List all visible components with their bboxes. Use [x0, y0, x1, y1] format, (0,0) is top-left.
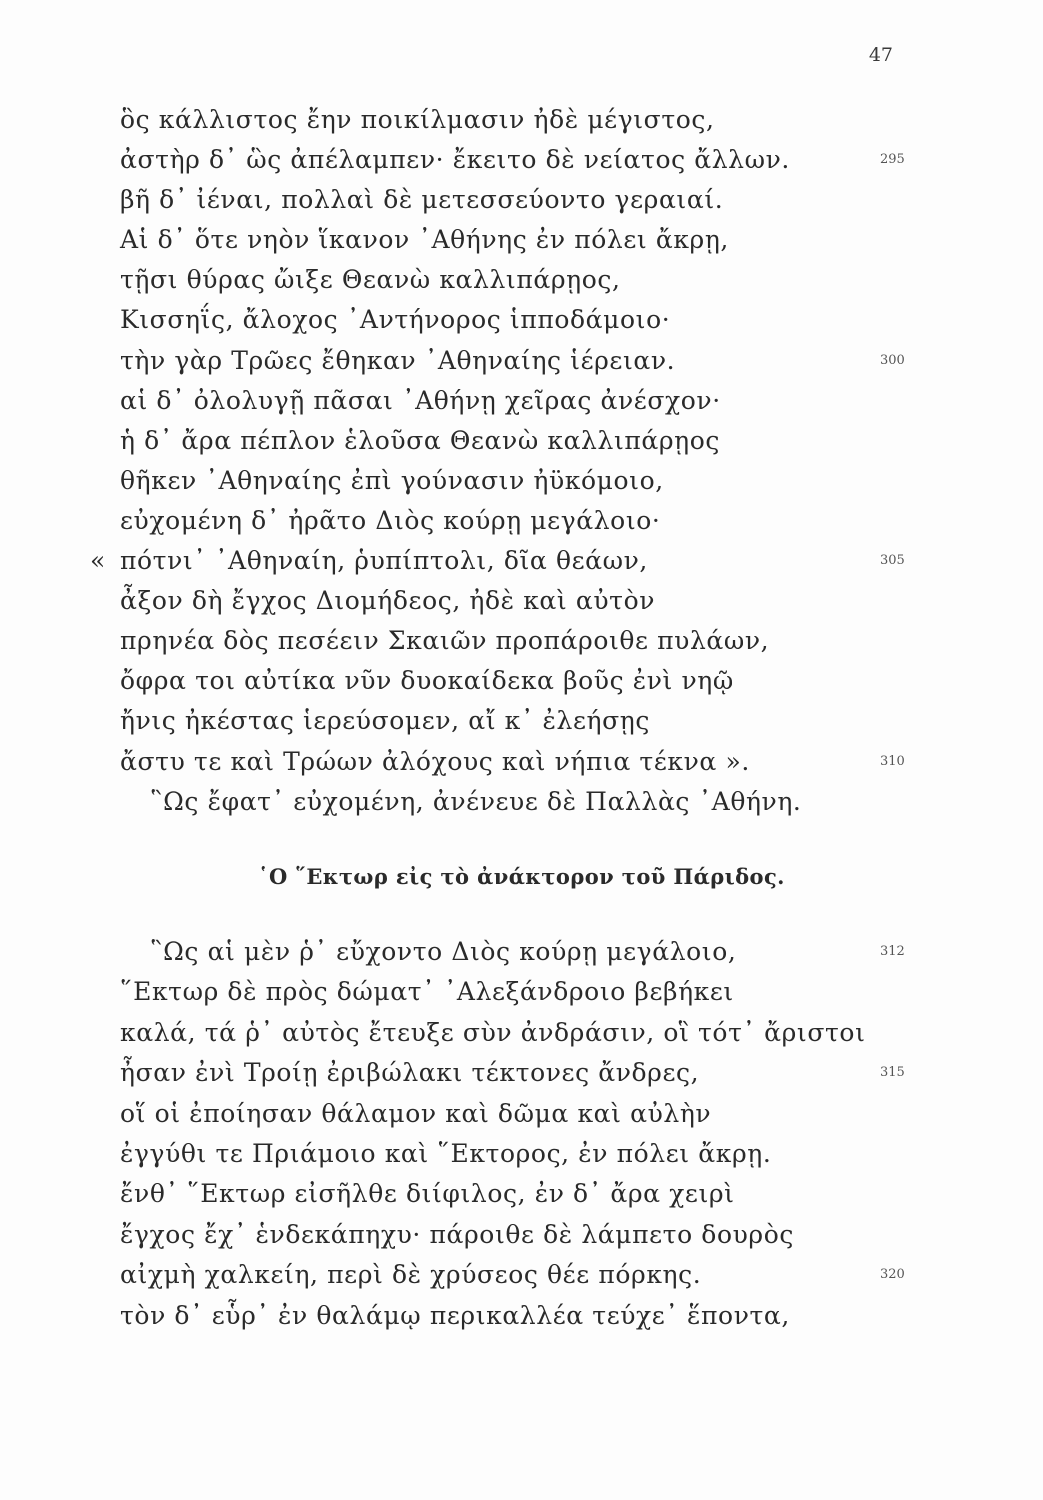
verse-text: πρηνέα δὸς πεσέειν Σκαιῶν προπάροιθε πυλάων, [120, 626, 770, 656]
verse-line [120, 461, 890, 501]
verse-line [120, 1094, 890, 1134]
line-number: 320 [880, 1267, 905, 1283]
verse-text: εὐχομένη δ᾽ ἠρᾶτο Διὸς κούρῃ μεγάλοιο· [120, 505, 661, 535]
verse-text: τὸν δ᾽ εὗρ᾽ ἐν θαλάμῳ περικαλλέα τεύχε᾽ ἕποντα, [120, 1300, 790, 1330]
verse-line [120, 140, 905, 180]
verse-text: ῞Εκτωρ δὲ πρὸς δώματ᾽ ᾽Αλεξάνδροιο βεβήκει [120, 977, 734, 1007]
verse-line [120, 932, 905, 972]
verse-text: αἱ δ᾽ ὀλολυγῇ πᾶσαι ᾽Αθήνῃ χεῖρας ἀνέσχον· [120, 385, 721, 415]
page-number: 47 [868, 44, 893, 66]
verse-text: ἡ δ᾽ ἄρα πέπλον ἑλοῦσα Θεανὼ καλλιπάρῃος [120, 425, 720, 455]
verse-text: ἆξον δὴ ἔγχος Διομήδεος, ἠδὲ καὶ αὐτὸν [120, 586, 656, 616]
verse-text: ῝Ως ἔφατ᾽ εὐχομένη, ἀνένευε δὲ Παλλὰς ᾽Αθήνη. [150, 786, 802, 816]
line-number: 312 [880, 944, 905, 959]
verse-line [120, 782, 890, 822]
verse-line [120, 661, 890, 701]
verse-line [120, 220, 890, 260]
verse-block-1 [90, 100, 905, 822]
line-number: 315 [880, 1065, 905, 1081]
verse-text: ὃς κάλλιστος ἔην ποικίλμασιν ἠδὲ μέγιστος, [120, 105, 715, 134]
verse-line [120, 1053, 905, 1093]
verse-text: ἔγχος ἔχ᾽ ἑνδεκάπηχυ· πάροιθε δὲ λάμπετο δουρὸς [120, 1219, 794, 1249]
verse-line [120, 1174, 890, 1214]
verse-text: ὄφρα τοι αὐτίκα νῦν δυοκαίδεκα βοῦς ἐνὶ νηῷ [120, 666, 734, 696]
verse-line [120, 501, 890, 541]
verse-text: ἄστυ τε καὶ Τρώων ἀλόχους καὶ νήπια τέκνα ». [120, 746, 750, 776]
line-number: 310 [880, 753, 905, 769]
verse-line [120, 1215, 890, 1255]
verse-line [120, 1255, 905, 1295]
verse-line [120, 1134, 890, 1174]
verse-line [120, 742, 905, 782]
verse-text: αἰχμὴ χαλκείη, περὶ δὲ χρύσεος θέε πόρκης. [120, 1260, 702, 1290]
verse-line [120, 581, 890, 621]
verse-text: ἔνθ᾽ ῞Εκτωρ εἰσῆλθε διίφιλος, ἐν δ᾽ ἄρα χειρὶ [120, 1179, 735, 1209]
verse-text: Κισσηΐς, ἄλοχος ᾽Αντήνορος ἱπποδάμοιο· [120, 305, 671, 335]
verse-text: πότνι᾽ ᾽Αθηναίη, ῥυπίπτολι, δῖα θεάων, [120, 546, 648, 576]
verse-line [120, 421, 890, 461]
opening-quote-mark: « [90, 546, 106, 576]
line-number: 300 [880, 352, 905, 368]
verse-line [120, 341, 905, 381]
verse-line [120, 1013, 890, 1053]
verse-line [120, 701, 890, 741]
verse-text: ἐγγύθι τε Πριάμοιο καὶ ῞Εκτορος, ἐν πόλει ἄκρῃ. [120, 1138, 772, 1168]
verse-line [120, 300, 890, 340]
verse-text: οἵ οἱ ἐποίησαν θάλαμον καὶ δῶμα καὶ αὐλὴν [120, 1098, 712, 1128]
verse-text: βῆ δ᾽ ἰέναι, πολλαὶ δὲ μετεσσεύοντο γεραιαί. [120, 185, 724, 215]
verse-text: ἤνις ἠκέστας ἱερεύσομεν, αἴ κ᾽ ἐλεήσῃς [120, 706, 650, 736]
verse-text: τῇσι θύρας ὤιξε Θεανὼ καλλιπάρῃος, [120, 265, 621, 295]
verse-line [90, 541, 905, 581]
verse-text: καλά, τά ῥ᾽ αὐτὸς ἔτευξε σὺν ἀνδράσιν, οἳ τότ᾽ ἄριστοι [120, 1017, 866, 1047]
verse-text: ἀστὴρ δ᾽ ὣς ἀπέλαμπεν· ἔκειτο δὲ νείατος ἄλλων. [120, 145, 790, 175]
verse-line [120, 381, 890, 421]
verse-text: ῝Ως αἱ μὲν ῥ᾽ εὔχοντο Διὸς κούρῃ μεγάλοιο, [150, 937, 737, 966]
verse-line [120, 180, 890, 220]
line-number: 305 [880, 553, 905, 569]
verse-line [120, 1296, 890, 1336]
line-number: 295 [880, 152, 905, 168]
verse-block-2 [120, 932, 905, 1336]
verse-line [120, 972, 890, 1012]
verse-line [120, 260, 890, 300]
verse-line [120, 100, 890, 140]
verse-text: Αἱ δ᾽ ὅτε νηὸν ἵκανον ᾽Αθήνης ἐν πόλει ἄκρῃ, [120, 225, 729, 255]
verse-text: τὴν γὰρ Τρῶες ἔθηκαν ᾽Αθηναίης ἱέρειαν. [120, 345, 676, 375]
verse-line [120, 621, 890, 661]
verse-text: ἦσαν ἐνὶ Τροίῃ ἐριβώλακι τέκτονες ἄνδρες, [120, 1058, 700, 1088]
section-heading: ῾Ο ῞Εκτωρ εἰς τὸ ἀνάκτορον τοῦ Πάριδος. [258, 864, 785, 889]
verse-text: θῆκεν ᾽Αθηναίης ἐπὶ γούνασιν ἠϋκόμοιο, [120, 465, 664, 495]
